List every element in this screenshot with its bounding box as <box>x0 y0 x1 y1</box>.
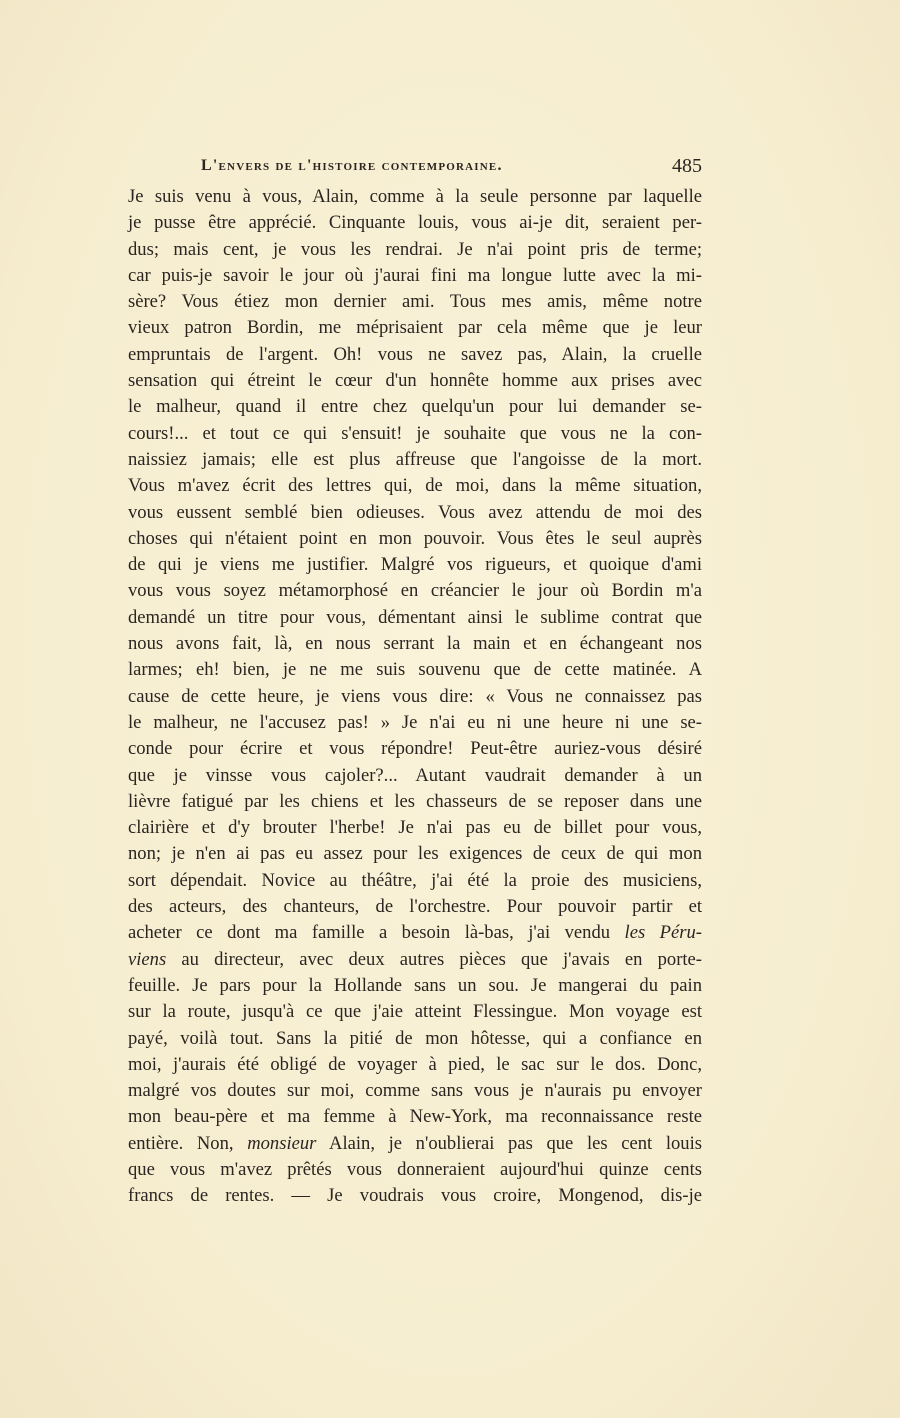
text-segment: sort dépendait. Novice au théâtre, j'ai été la proie des musiciens, <box>128 869 702 891</box>
text-segment: feuille. Je pars pour la Hollande sans un sou. Je mangerai du pain <box>128 974 702 996</box>
text-line <box>128 263 702 289</box>
page-header <box>128 155 702 181</box>
text-line <box>128 1104 702 1130</box>
text-segment: entière. Non, <box>128 1132 248 1154</box>
text-line <box>128 1026 702 1052</box>
text-segment: clairière et d'y brouter l'herbe! Je n'ai pas eu de billet pour vous, <box>128 817 702 839</box>
text-segment: des acteurs, des chanteurs, de l'orchestre. Pour pouvoir partir et <box>128 896 702 918</box>
text-segment: le malheur, quand il entre chez quelqu'un pour lui demander se- <box>128 396 702 418</box>
text-segment: le malheur, ne l'accusez pas! » Je n'ai eu ni une heure ni une se- <box>128 711 702 733</box>
text-line <box>128 1052 702 1078</box>
text-line <box>128 237 702 263</box>
text-line <box>128 841 702 867</box>
text-line <box>128 473 702 499</box>
text-segment: je pusse être apprécié. Cinquante louis, vous ai-je dit, seraient per- <box>128 212 702 234</box>
text-line <box>128 394 702 420</box>
text-segment: vous vous soyez métamorphosé en créancier le jour où Bordin m'a <box>128 580 702 602</box>
text-line <box>128 368 702 394</box>
text-line <box>128 421 702 447</box>
text-segment: car puis-je savoir le jour où j'aurai fini ma longue lutte avec la mi- <box>128 264 702 286</box>
text-segment: sensation qui étreint le cœur d'un honnête homme aux prises avec <box>128 370 702 392</box>
text-segment: que je vinsse vous cajoler?... Autant vaudrait demander à un <box>128 764 702 786</box>
text-line <box>128 763 702 789</box>
text-segment: francs de rentes. — Je voudrais vous croire, Mongenod, dis-je <box>128 1185 702 1207</box>
text-segment: que vous m'avez prêtés vous donneraient aujourd'hui quinze cents <box>128 1158 702 1180</box>
text-line <box>128 210 702 236</box>
text-segment: choses qui n'étaient point en mon pouvoir. Vous êtes le seul auprès <box>128 527 702 549</box>
text-segment: nous avons fait, là, en nous serrant la main et en échangeant nos <box>128 633 702 655</box>
text-line <box>128 631 702 657</box>
text-line <box>128 552 702 578</box>
text-line <box>128 657 702 683</box>
text-line <box>128 789 702 815</box>
page-number: 485 <box>672 155 702 177</box>
text-segment: naissiez jamais; elle est plus affreuse que l'angoisse de la mort. <box>128 448 702 470</box>
text-line <box>128 1157 702 1183</box>
text-segment: demandé un titre pour vous, démentant ainsi le sublime contrat que <box>128 606 702 628</box>
text-line <box>128 920 702 946</box>
text-line <box>128 500 702 526</box>
text-segment: malgré vos doutes sur moi, comme sans vous je n'aurais pu envoyer <box>128 1080 702 1102</box>
text-segment: Vous m'avez écrit des lettres qui, de moi, dans la même situation, <box>128 475 702 497</box>
body-text <box>128 184 702 1210</box>
text-line <box>128 999 702 1025</box>
text-segment: acheter ce dont ma famille a besoin là-bas, j'ai vendu <box>128 922 625 944</box>
italic-text: monsieur <box>247 1132 317 1154</box>
text-segment: empruntais de l'argent. Oh! vous ne savez pas, Alain, la cruelle <box>128 343 702 365</box>
text-segment: Je suis venu à vous, Alain, comme à la seule personne par laquelle <box>128 186 702 207</box>
text-line <box>128 868 702 894</box>
text-line <box>128 342 702 368</box>
text-line <box>128 684 702 710</box>
text-segment: conde pour écrire et vous répondre! Peut-être auriez-vous désiré <box>128 738 702 760</box>
text-segment: larmes; eh! bien, je ne me suis souvenu que de cette matinée. A <box>128 659 702 681</box>
text-line <box>128 315 702 341</box>
text-line <box>128 736 702 762</box>
text-line <box>128 710 702 736</box>
text-line <box>128 605 702 631</box>
text-segment: sère? Vous étiez mon dernier ami. Tous mes amis, même notre <box>128 291 702 313</box>
text-segment: moi, j'aurais été obligé de voyager à pied, le sac sur le dos. Donc, <box>128 1053 702 1075</box>
text-segment: de qui je viens me justifier. Malgré vos rigueurs, et quoique d'ami <box>128 554 702 576</box>
text-segment: au directeur, avec deux autres pièces que j'avais en porte- <box>166 948 702 970</box>
text-line <box>128 1131 702 1157</box>
text-line <box>128 894 702 920</box>
text-line <box>128 947 702 973</box>
text-segment: cause de cette heure, je viens vous dire: « Vous ne connaissez pas <box>128 685 702 707</box>
text-line <box>128 1183 702 1209</box>
text-segment: mon beau-père et ma femme à New-York, ma reconnaissance reste <box>128 1106 702 1128</box>
text-line <box>128 973 702 999</box>
italic-text: viens <box>128 948 167 970</box>
text-line <box>128 1078 702 1104</box>
text-segment: payé, voilà tout. Sans la pitié de mon hôtesse, qui a confiance en <box>128 1027 702 1049</box>
text-line <box>128 815 702 841</box>
text-segment: lièvre fatigué par les chiens et les chasseurs de se reposer dans une <box>128 790 702 812</box>
text-line <box>128 578 702 604</box>
text-line <box>128 289 702 315</box>
text-segment: vieux patron Bordin, me méprisaient par cela même que je leur <box>128 317 702 339</box>
text-line <box>128 184 702 210</box>
text-segment: sur la route, jusqu'à ce que j'aie atteint Flessingue. Mon voyage est <box>128 1001 702 1023</box>
text-line <box>128 447 702 473</box>
running-title: L'envers de l'histoire contemporaine. <box>201 157 503 174</box>
text-segment: Alain, je n'oublierai pas que les cent louis <box>316 1132 703 1154</box>
italic-text: les Péru- <box>624 922 702 944</box>
text-line <box>128 526 702 552</box>
text-segment: cours!... et tout ce qui s'ensuit! je souhaite que vous ne la con- <box>128 422 702 444</box>
text-segment: vous eussent semblé bien odieuses. Vous avez attendu de moi des <box>128 501 702 523</box>
text-segment: non; je n'en ai pas eu assez pour les exigences de ceux de qui mon <box>128 843 702 865</box>
text-segment: dus; mais cent, je vous les rendrai. Je n'ai point pris de terme; <box>128 238 702 260</box>
